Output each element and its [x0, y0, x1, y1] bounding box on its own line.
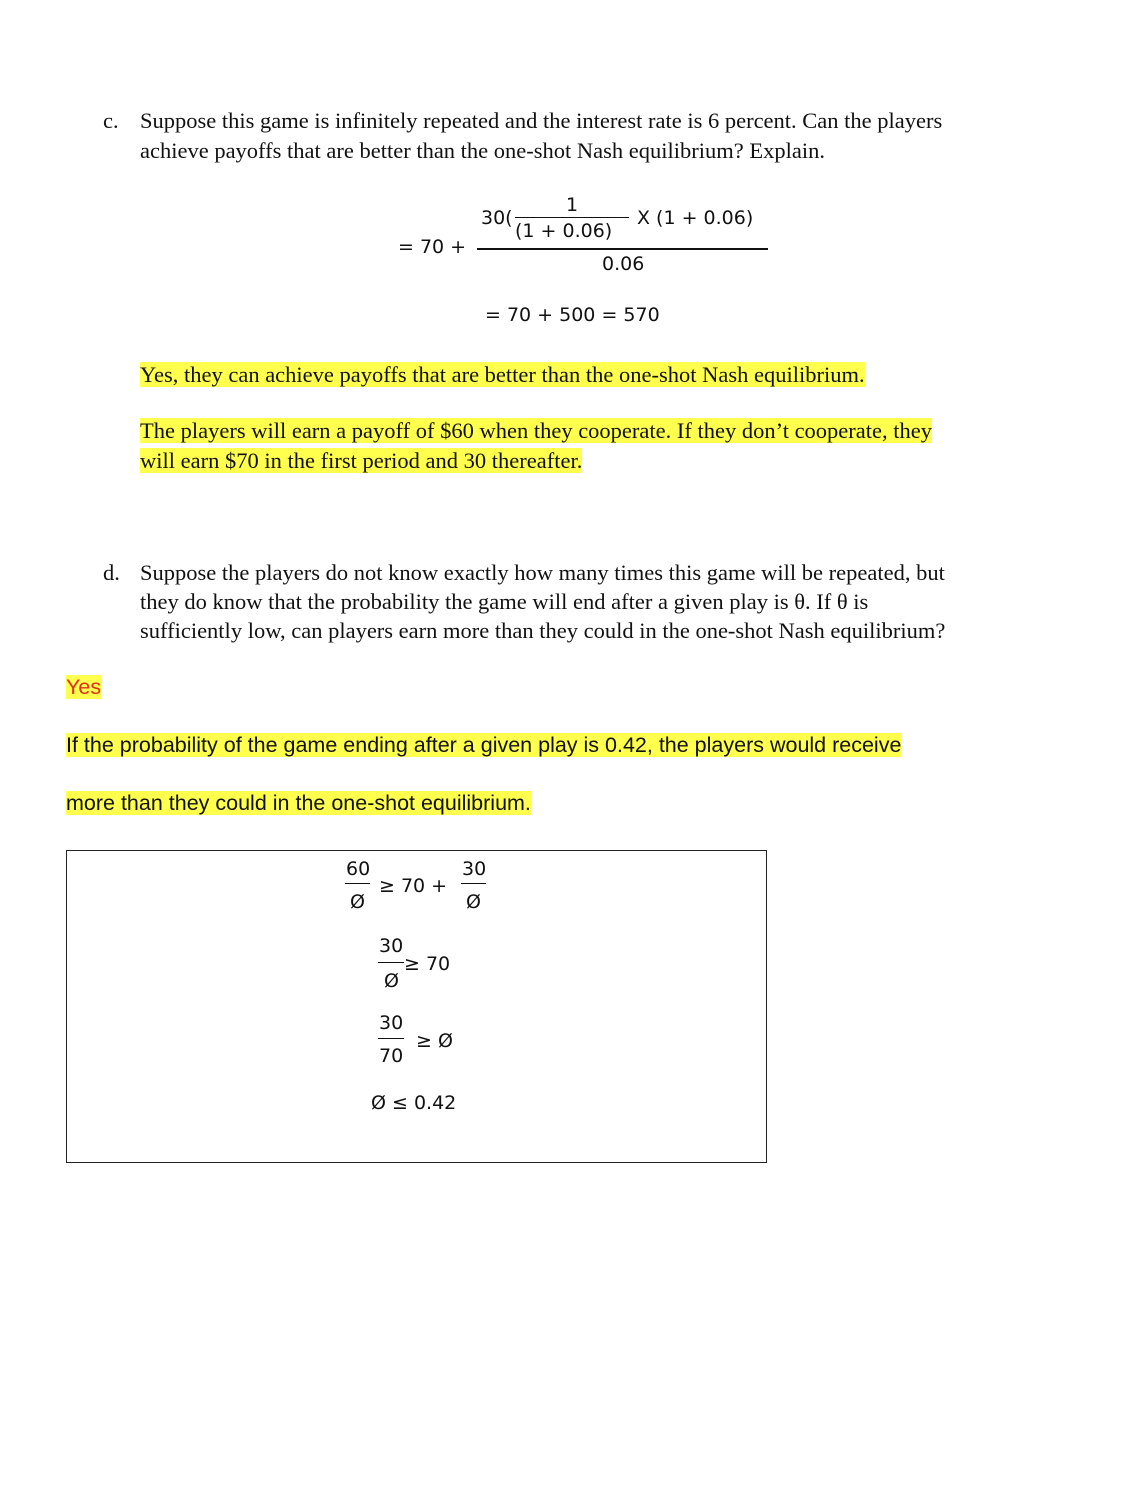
eq2-bar [378, 962, 404, 963]
eq2-rhs: ≥ 70 [404, 953, 451, 975]
main-fraction-bar [477, 248, 768, 250]
inner-denominator: (1 + 0.06) [515, 220, 613, 242]
question-c-label: c. [103, 108, 119, 133]
eq1-bar-b [461, 883, 486, 884]
eq1-den-a: Ø [350, 891, 365, 913]
question-c-line-1: Suppose this game is infinitely repeated and the interest rate is 6 percent. Can the players [140, 108, 943, 133]
question-d-line-2: they do know that the probability the game will end after a given play is θ. If θ is [140, 589, 869, 614]
formula-prefix: = 70 + [398, 236, 467, 258]
question-c-line-2: achieve payoffs that are better than the one-shot Nash equilibrium? Explain. [140, 138, 825, 163]
eq1-bar-a [345, 883, 370, 884]
eq3-num: 30 [379, 1012, 404, 1034]
eq3-rhs: ≥ Ø [416, 1030, 453, 1052]
formula-num-tail: X (1 + 0.06) [637, 207, 754, 229]
formula-result: = 70 + 500 = 570 [485, 304, 660, 326]
eq1-num-b: 30 [462, 858, 487, 880]
answer-d-line-2: more than they could in the one-shot equilibrium. [66, 791, 531, 815]
answer-d-line-1: If the probability of the game ending after a given play is 0.42, the players would receive [66, 733, 902, 757]
formula-denominator: 0.06 [602, 253, 645, 275]
eq1-den-b: Ø [466, 891, 481, 913]
answer-c-line-2: The players will earn a payoff of $60 when they cooperate. If they don’t cooperate, they [140, 418, 932, 443]
eq3-bar [378, 1038, 404, 1039]
inner-numerator: 1 [566, 194, 579, 216]
answer-c-line-1: Yes, they can achieve payoffs that are better than the one-shot Nash equilibrium. [140, 362, 865, 387]
formula-num-lead: 30( [481, 207, 513, 229]
answer-d-yes: Yes [66, 675, 102, 699]
eq1-mid: ≥ 70 + [379, 875, 448, 897]
question-d-label: d. [103, 560, 120, 585]
eq2-den: Ø [384, 970, 399, 992]
inner-fraction-bar [515, 217, 629, 218]
answer-c-line-3: will earn $70 in the first period and 30 thereafter. [140, 448, 583, 473]
eq2-num: 30 [379, 935, 404, 957]
box-equation-4: Ø ≤ 0.42 [371, 1092, 457, 1114]
question-d-line-1: Suppose the players do not know exactly how many times this game will be repeated, but [140, 560, 945, 585]
eq1-num-a: 60 [346, 858, 371, 880]
question-d-line-3: sufficiently low, can players earn more than they could in the one-shot Nash equilibrium? [140, 618, 946, 643]
eq3-den: 70 [379, 1045, 404, 1067]
